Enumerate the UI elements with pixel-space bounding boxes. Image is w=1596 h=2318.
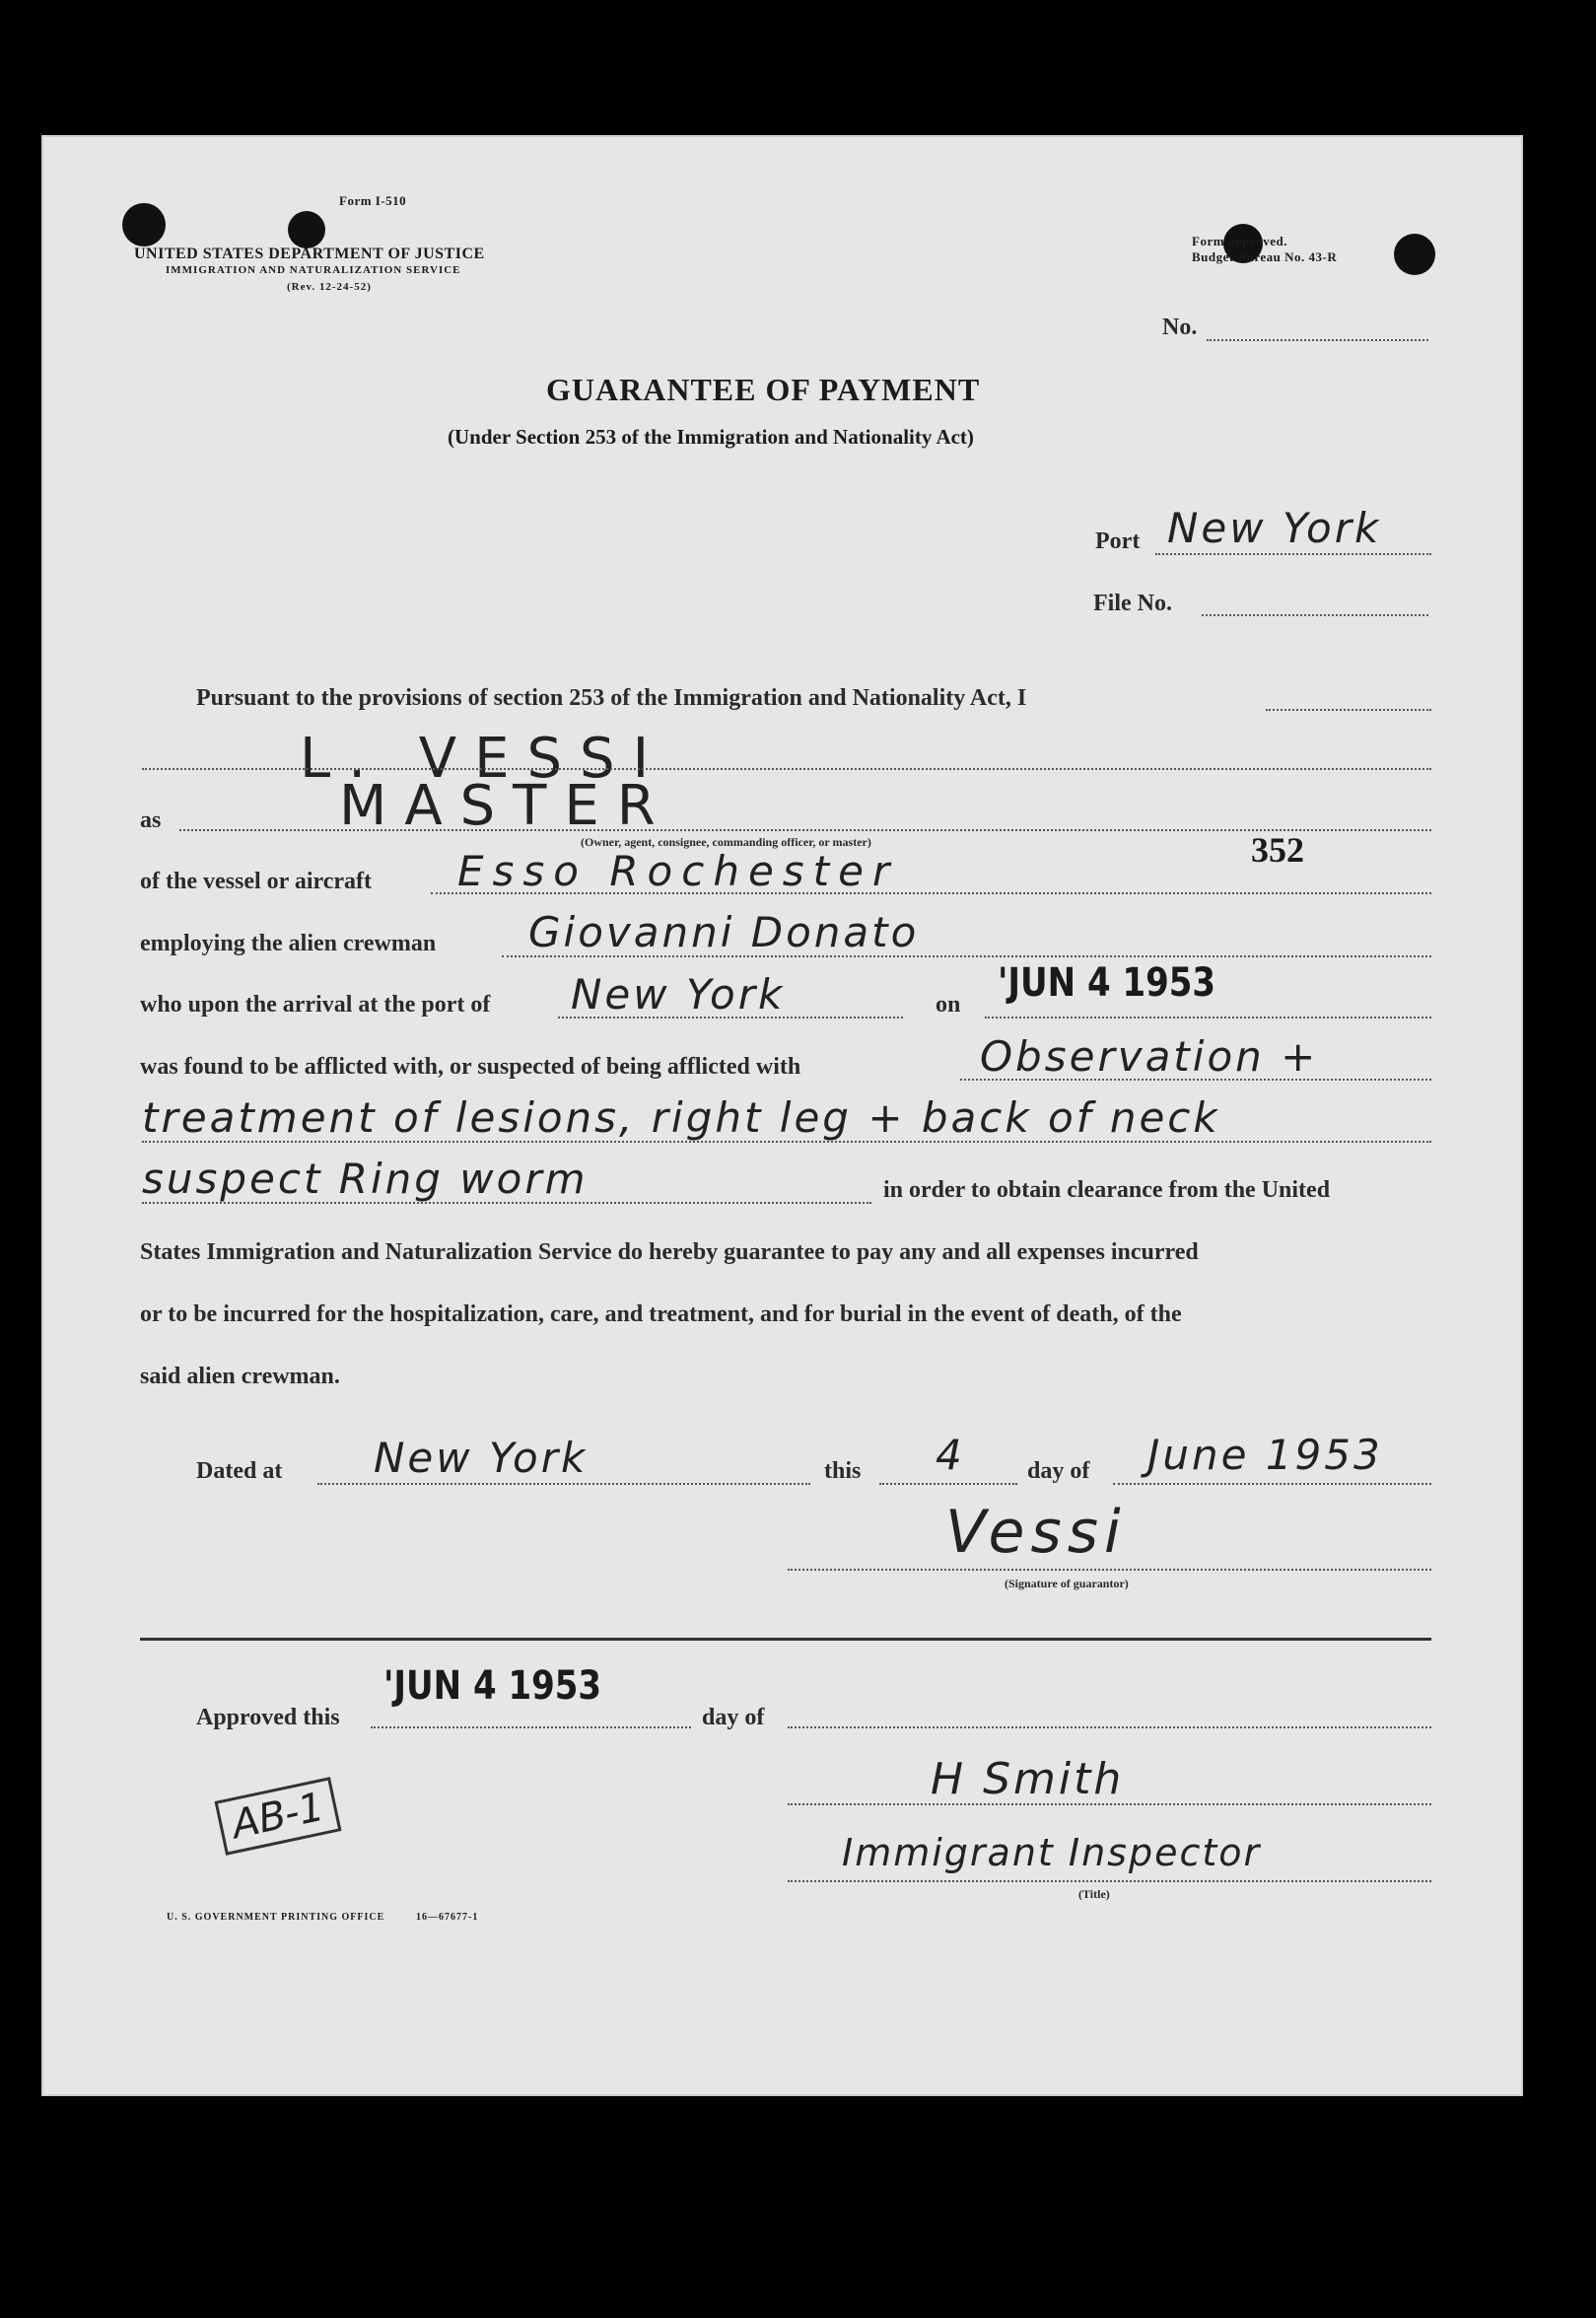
agency-header xyxy=(134,246,485,296)
arrival-date-field xyxy=(985,1017,1431,1019)
printer-note: U. S. GOVERNMENT PRINTING OFFICE xyxy=(167,1912,385,1923)
approval-note xyxy=(1192,234,1337,265)
title-caption: (Title) xyxy=(1078,1887,1110,1901)
crewman-field xyxy=(502,955,1431,957)
form-page xyxy=(41,135,1523,2096)
intro-field xyxy=(1266,709,1431,711)
dated-day-field xyxy=(879,1483,1017,1485)
form-revision: (Rev. 12-24-52) xyxy=(287,281,372,293)
condition-line3: suspect Ring worm xyxy=(142,1155,589,1203)
capacity-value: MASTER xyxy=(339,774,673,838)
paragraph-line1: States Immigration and Naturalization Service do hereby guarantee to pay any and all expenses incurred xyxy=(140,1239,1199,1265)
file-mark-box: AB-1 xyxy=(214,1777,341,1856)
port-field xyxy=(1155,553,1431,555)
punch-hole-left xyxy=(122,203,166,246)
port-label: Port xyxy=(1095,528,1141,554)
day-of-label: day of xyxy=(1027,1458,1090,1484)
inspector-signature: H Smith xyxy=(931,1754,1125,1804)
dated-month-year: June 1953 xyxy=(1147,1431,1383,1479)
capacity-field xyxy=(179,829,1431,831)
punch-hole-far-right xyxy=(1394,234,1435,275)
arrival-label: who upon the arrival at the port of xyxy=(140,992,491,1018)
vessel-label: of the vessel or aircraft xyxy=(140,869,373,894)
condition-field2 xyxy=(142,1141,1431,1143)
condition-field3 xyxy=(142,1202,871,1204)
clearance-text: in order to obtain clearance from the United xyxy=(883,1177,1331,1203)
condition-field1 xyxy=(960,1079,1431,1081)
crewman-label: employing the alien crewman xyxy=(140,931,437,956)
vessel-field xyxy=(431,892,1431,894)
dated-day: 4 xyxy=(936,1431,965,1479)
guarantor-name-field xyxy=(142,768,1431,770)
form-number: Form I-510 xyxy=(339,193,407,208)
approval-day-of-field xyxy=(788,1726,1431,1728)
agency-line2: IMMIGRATION AND NATURALIZATION SERVICE xyxy=(166,264,461,276)
file-no-label: File No. xyxy=(1093,591,1172,616)
form-code: 16—67677-1 xyxy=(416,1912,479,1923)
condition-line2: treatment of lesions, right leg + back of neck xyxy=(142,1093,1220,1142)
on-label: on xyxy=(936,992,961,1018)
paragraph-line2: or to be incurred for the hospitalization, care, and treatment, and for burial in the event of death, of the xyxy=(140,1301,1182,1327)
vessel-name: Esso Rochester xyxy=(457,847,899,895)
approval-date-field xyxy=(371,1726,691,1728)
approval-line1: Form approved. xyxy=(1192,234,1288,248)
approval-line2: Budget Bureau No. 43-R xyxy=(1192,249,1338,264)
no-label: No. xyxy=(1162,315,1198,340)
agency-line1: UNITED STATES DEPARTMENT OF JUSTICE xyxy=(134,246,485,262)
file-no-field xyxy=(1202,614,1428,616)
dated-place: New York xyxy=(374,1434,589,1482)
condition-line1: Observation + xyxy=(980,1032,1319,1081)
paragraph-line3: said alien crewman. xyxy=(140,1364,340,1389)
guarantor-signature: Vessi xyxy=(945,1498,1127,1567)
arrival-date-stamp: 'JUN 4 1953 xyxy=(998,960,1216,1006)
crewman-name: Giovanni Donato xyxy=(528,908,920,956)
arrival-port-field xyxy=(558,1017,903,1019)
punch-hole-center xyxy=(288,211,325,248)
approval-date-stamp: 'JUN 4 1953 xyxy=(383,1663,602,1709)
arrival-port: New York xyxy=(571,970,786,1019)
approval-day-of-label: day of xyxy=(702,1705,765,1730)
no-field xyxy=(1207,339,1428,341)
signature-caption: (Signature of guarantor) xyxy=(1005,1577,1129,1590)
this-label: this xyxy=(824,1458,862,1484)
capacity-caption: (Owner, agent, consignee, commanding officer, or master) xyxy=(581,835,871,849)
signature-field xyxy=(788,1569,1431,1571)
inspector-title-field xyxy=(788,1880,1431,1882)
form-subtitle: (Under Section 253 of the Immigration and Nationality Act) xyxy=(448,425,974,449)
vessel-number: 352 xyxy=(1251,830,1304,870)
form-title: GUARANTEE OF PAYMENT xyxy=(546,372,981,407)
intro-text: Pursuant to the provisions of section 253 of the Immigration and Nationality Act, I xyxy=(196,685,1027,711)
guarantor-name: L. VESSI xyxy=(300,727,667,791)
afflicted-label: was found to be afflicted with, or suspected of being afflicted with xyxy=(140,1054,801,1080)
as-label: as xyxy=(140,808,162,833)
port-value: New York xyxy=(1167,504,1382,552)
section-divider xyxy=(140,1638,1431,1641)
inspector-signature-field xyxy=(788,1803,1431,1805)
approved-label: Approved this xyxy=(196,1705,340,1730)
dated-month-field xyxy=(1113,1483,1431,1485)
dated-label: Dated at xyxy=(196,1458,283,1484)
inspector-title: Immigrant Inspector xyxy=(842,1831,1262,1874)
dated-place-field xyxy=(317,1483,810,1485)
